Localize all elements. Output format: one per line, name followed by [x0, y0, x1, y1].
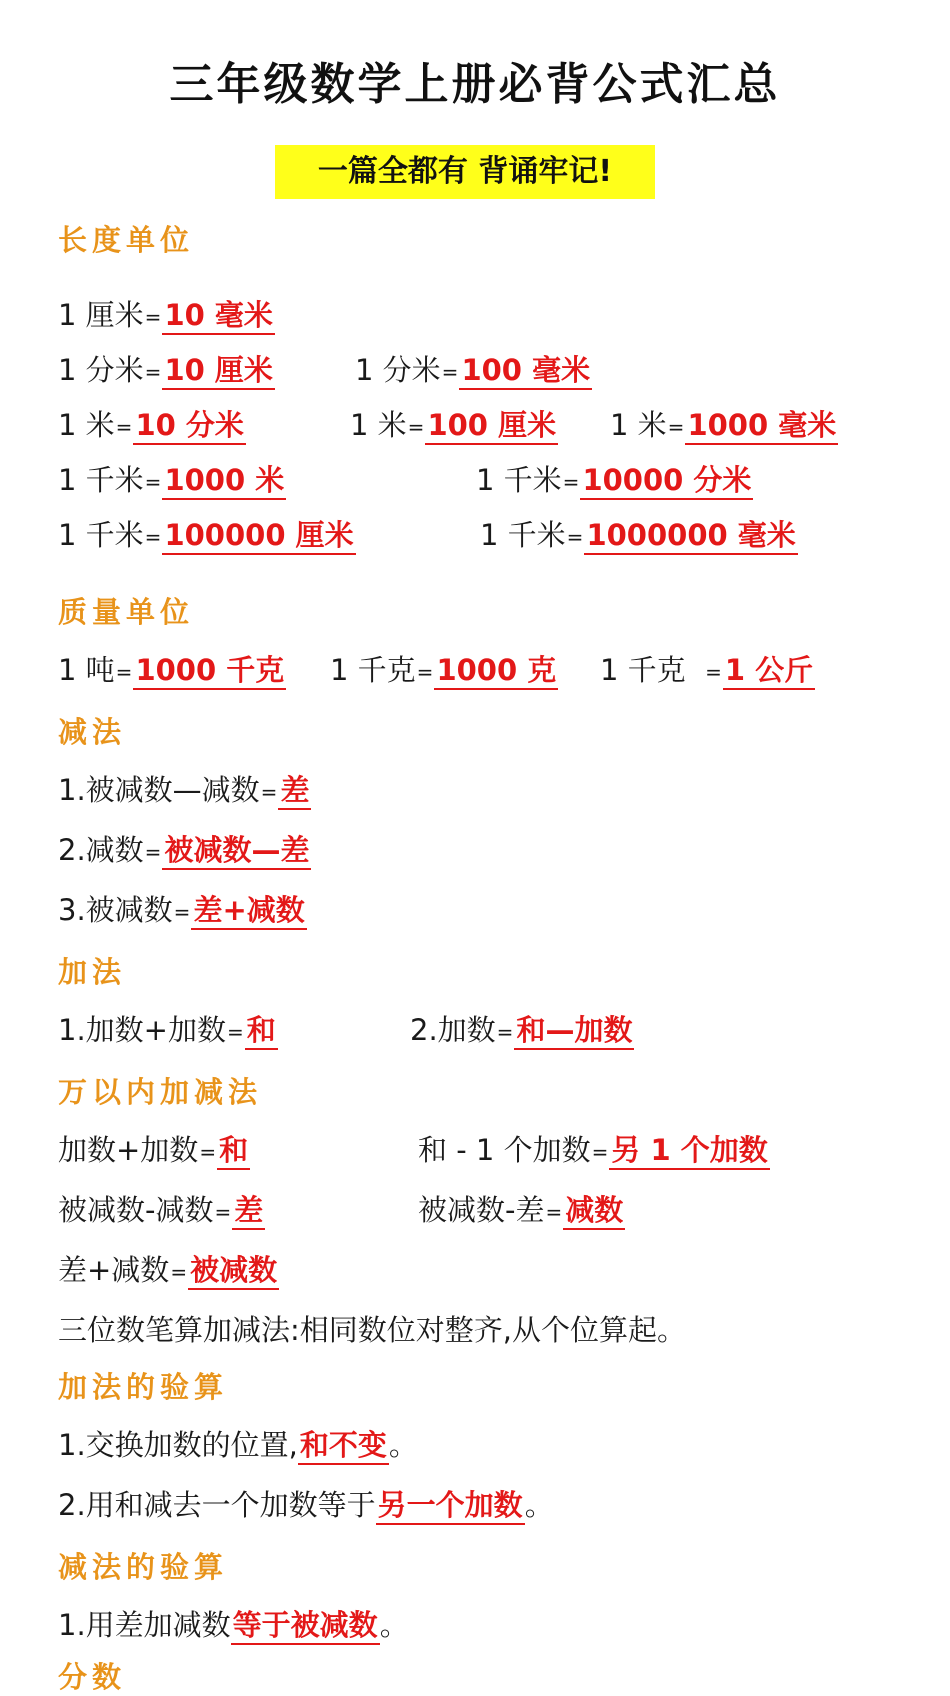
formula-left: 1 米: [610, 408, 667, 442]
formula-answer: 被减数: [188, 1253, 279, 1290]
formula-answer: 差: [278, 773, 311, 810]
formula-line: [58, 405, 246, 445]
equals-sign: =: [115, 660, 133, 684]
formula-answer: 1000000 毫米: [584, 518, 797, 555]
formula-left: 加数+加数: [58, 1133, 199, 1167]
check-answer: 和不变: [298, 1428, 389, 1465]
check-suffix: 。: [379, 1608, 409, 1642]
formula-answer: 差+减数: [191, 893, 306, 930]
formula-line: [418, 1130, 770, 1170]
formula-line: [58, 295, 275, 335]
formula-left: 1 分米: [58, 353, 144, 387]
section-heading-subtraction-check: 减法的验算: [58, 1550, 229, 1584]
section-heading-addition-check: 加法的验算: [58, 1370, 229, 1404]
equals-sign: =: [667, 415, 685, 439]
formula-left: 被减数-差: [418, 1193, 545, 1227]
formula-line: [58, 350, 275, 390]
formula-answer: 和: [217, 1133, 250, 1170]
formula-answer: 100 厘米: [425, 408, 558, 445]
formula-left: 1 千米: [480, 518, 566, 552]
equals-sign: =: [214, 1200, 232, 1224]
formula-answer: 差: [232, 1193, 265, 1230]
check-text: 1.交换加数的位置,: [58, 1428, 298, 1462]
formula-answer: 100 毫米: [459, 353, 592, 390]
note-line: 三位数笔算加减法:相同数位对整齐,从个位算起。: [58, 1313, 686, 1347]
check-line: [58, 1485, 554, 1525]
formula-line: [418, 1190, 625, 1230]
formula-answer: 1000 毫米: [685, 408, 838, 445]
formula-answer: 10000 分米: [580, 463, 753, 500]
section-heading-addition: 加法: [58, 955, 127, 989]
formula-answer: 10 毫米: [162, 298, 274, 335]
equals-sign: =: [566, 525, 584, 549]
formula-left: 1 吨: [58, 653, 115, 687]
formula-left: 1 米: [58, 408, 115, 442]
formula-answer: 被减数—差: [162, 833, 311, 870]
formula-line: [58, 830, 311, 870]
formula-answer: 100000 厘米: [162, 518, 355, 555]
formula-line: [600, 650, 815, 690]
section-heading-within-10000: 万以内加减法: [58, 1075, 263, 1109]
formula-answer: 10 厘米: [162, 353, 274, 390]
check-answer: 等于被减数: [231, 1608, 380, 1645]
formula-left: 2.加数: [410, 1013, 496, 1047]
formula-left: 3.被减数: [58, 893, 173, 927]
formula-line: [58, 1190, 265, 1230]
formula-answer: 和—加数: [514, 1013, 634, 1050]
formula-line: [58, 890, 307, 930]
equals-sign: =: [591, 1140, 609, 1164]
formula-left: 1 分米: [355, 353, 441, 387]
formula-left: 1 千克: [600, 653, 686, 687]
section-heading-length: 长度单位: [58, 223, 195, 257]
formula-line: [330, 650, 558, 690]
formula-left: 1 米: [350, 408, 407, 442]
check-suffix: 。: [524, 1488, 554, 1522]
formula-line: [410, 1010, 634, 1050]
check-suffix: 。: [388, 1428, 418, 1462]
formula-answer: 和: [245, 1013, 278, 1050]
formula-answer: 另 1 个加数: [609, 1133, 769, 1170]
check-answer: 另一个加数: [376, 1488, 525, 1525]
formula-left: 1 千米: [58, 463, 144, 497]
formula-line: [58, 1130, 250, 1170]
formula-line: [58, 650, 286, 690]
equals-sign: =: [260, 780, 278, 804]
equals-sign: =: [226, 1020, 244, 1044]
formula-answer: 1000 克: [434, 653, 558, 690]
formula-left: 1 千米: [476, 463, 562, 497]
formula-line: [58, 460, 286, 500]
check-text: 1.用差加减数: [58, 1608, 231, 1642]
formula-left: 1 厘米: [58, 298, 144, 332]
formula-line: [58, 1010, 278, 1050]
equals-sign: =: [144, 360, 162, 384]
formula-line: [355, 350, 592, 390]
equals-sign: =: [441, 360, 459, 384]
equals-sign: =: [496, 1020, 514, 1044]
section-heading-fraction: 分数: [58, 1660, 127, 1694]
formula-left: 1 千米: [58, 518, 144, 552]
equals-sign: =: [144, 525, 162, 549]
page-title: 三年级数学上册必背公式汇总: [169, 59, 781, 110]
equals-sign: =: [144, 470, 162, 494]
formula-left: 1.加数+加数: [58, 1013, 226, 1047]
section-heading-subtraction: 减法: [58, 715, 127, 749]
formula-left: 1 千克: [330, 653, 416, 687]
formula-answer: 1000 米: [162, 463, 286, 500]
equals-sign: =: [705, 660, 722, 684]
highlight-banner: 一篇全都有 背诵牢记!: [275, 145, 655, 199]
equals-sign: =: [170, 1260, 188, 1284]
check-line: [58, 1425, 418, 1465]
equals-sign: =: [199, 1140, 217, 1164]
formula-left: 和 - 1 个加数: [418, 1133, 591, 1167]
formula-line: [350, 405, 558, 445]
formula-answer: 1 公斤: [723, 653, 815, 690]
equals-sign: =: [545, 1200, 563, 1224]
formula-left: 差+减数: [58, 1253, 170, 1287]
formula-left: 被减数-减数: [58, 1193, 214, 1227]
formula-line: [476, 460, 753, 500]
equals-sign: =: [144, 840, 162, 864]
formula-line: [58, 770, 311, 810]
formula-line: [480, 515, 798, 555]
formula-answer: 1000 千克: [133, 653, 286, 690]
formula-left: 1.被减数—减数: [58, 773, 260, 807]
equals-sign: =: [144, 305, 162, 329]
equals-sign: =: [407, 415, 425, 439]
formula-line: [58, 515, 356, 555]
equals-sign: =: [562, 470, 580, 494]
equals-sign: =: [416, 660, 434, 684]
formula-line: [58, 1250, 279, 1290]
equals-sign: =: [173, 900, 191, 924]
equals-sign: =: [115, 415, 133, 439]
check-text: 2.用和减去一个加数等于: [58, 1488, 376, 1522]
section-heading-mass: 质量单位: [58, 595, 195, 629]
formula-left: 2.减数: [58, 833, 144, 867]
formula-answer: 10 分米: [133, 408, 245, 445]
formula-line: [610, 405, 838, 445]
check-line: [58, 1605, 409, 1645]
formula-answer: 减数: [563, 1193, 625, 1230]
